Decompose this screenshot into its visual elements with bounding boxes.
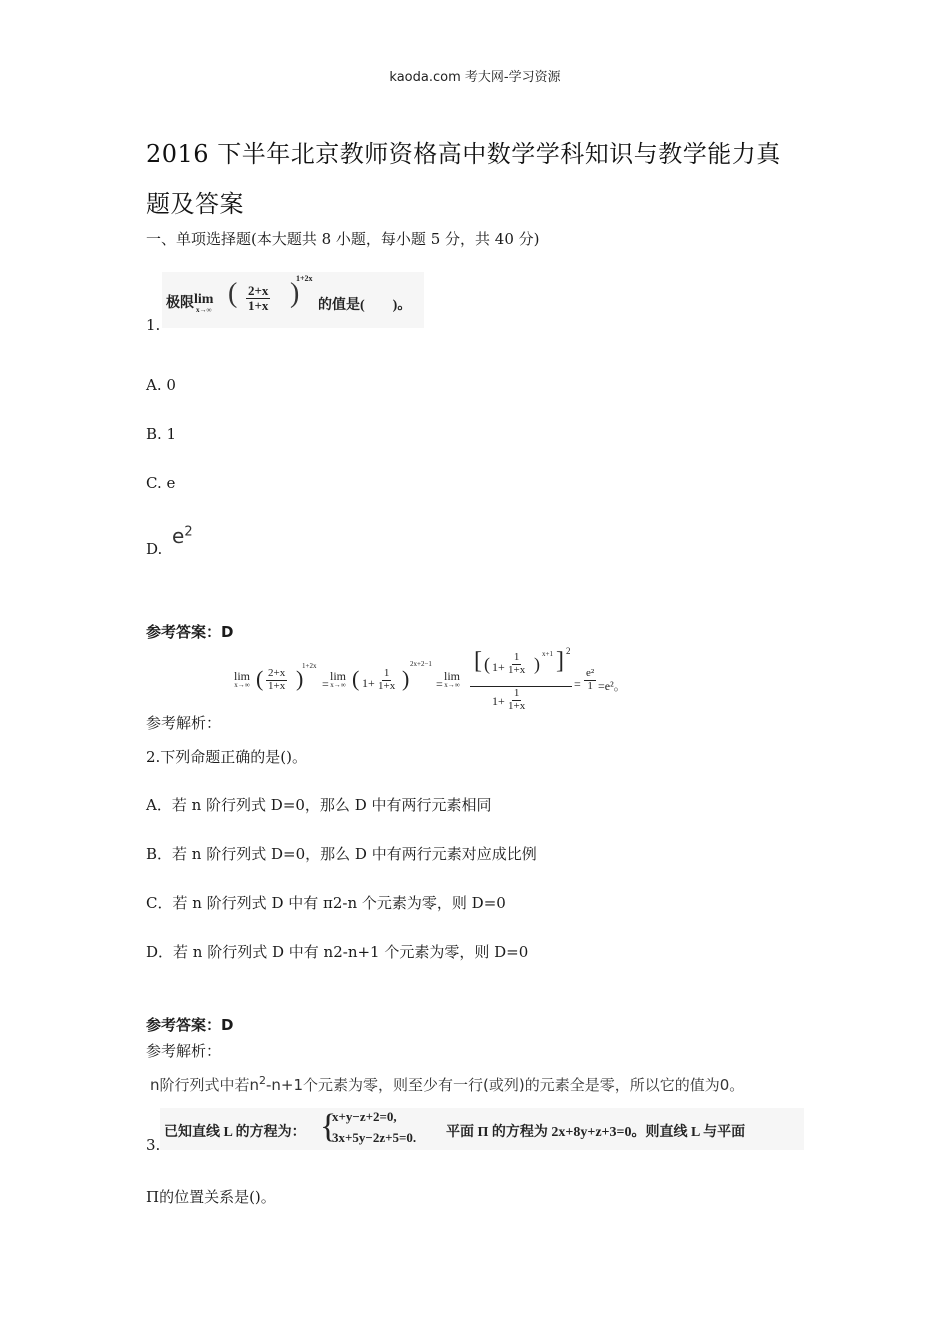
q2-option-c: C．若 n 阶行列式 D 中有 π2-n 个元素为零，则 D=0	[146, 894, 506, 912]
q1-analysis-label: 参考解析：	[146, 714, 222, 732]
q1-left-paren: (	[228, 278, 238, 309]
section-heading: 一、单项选择题(本大题共 8 小题，每小题 5 分，共 40 分)	[146, 230, 540, 248]
sol-frac-2: $\frac{1}{1+x}$	[378, 667, 396, 692]
q1-prompt-suffix: 的值是( )。	[318, 298, 412, 313]
q3-brace: {	[320, 1108, 337, 1145]
sol-lim-1: lim x→∞	[234, 669, 251, 689]
q3-formula-image	[160, 1108, 804, 1150]
q3-tail: Π的位置关系是()。	[146, 1188, 276, 1206]
q2-option-d: D．若 n 阶行列式 D 中有 n2-n+1 个元素为零，则 D=0	[146, 943, 529, 961]
sol-frac-1: $\frac{2+x}{1+x}$	[268, 667, 286, 692]
q1-option-a: A. 0	[146, 376, 176, 394]
q1-exponent: 1+2x	[296, 274, 313, 283]
q2-analysis-note: n阶行列式中若$n^2-n+1$个元素为零，则至少有一行(或列)的元素全是零，所以它的值为0。	[150, 1074, 745, 1094]
sol-big-fraction: [ ( 1+ $\frac{1}{1+x}$ ) x+1 ] 2 1+ $\frac{1}{1+x}$	[470, 650, 570, 712]
q1-option-c: C. e	[146, 474, 176, 492]
q3-eq2: 3x+5y−2z+5=0.	[332, 1130, 417, 1145]
q1-right-paren: )	[290, 278, 300, 309]
q1-option-d-value: $e^2$	[172, 524, 193, 548]
q1-option-d: D.	[146, 540, 163, 558]
q1-solution-formula: lim x→∞ ( $\frac{2+x}{1+x}$ ) 1+2x = lim x→∞ ( 1+ $\frac{1}{1+x}$ ) 2x+2−1 = lim x→∞ [ ( 1+ $\frac{1}{1+x}$ ) x+1 ] 2 1+ $\frac{1}{1+x}$ = $\frac{\text{e²}}{1}$ =e²。	[234, 646, 626, 712]
q3-number: 3.	[146, 1136, 161, 1154]
q1-lim: lim x→∞	[194, 292, 214, 315]
q1-option-b: B. 1	[146, 425, 177, 443]
q1-answer: 参考答案：D	[146, 623, 234, 641]
q2-option-a: A．若 n 阶行列式 D=0，那么 D 中有两行元素相同	[146, 796, 492, 814]
q2-analysis-label: 参考解析：	[146, 1042, 222, 1060]
q1-prompt-prefix: 极限	[166, 296, 194, 311]
q3-eq1: x+y−z+2=0,	[332, 1109, 397, 1124]
q3-post: 平面 Π 的方程为 2x+8y+z+3=0。则直线 L 与平面	[446, 1125, 746, 1140]
sol-lim-2: lim x→∞	[330, 669, 347, 689]
sol-lim-3: lim x→∞	[444, 669, 461, 689]
sol-result-frac: $\frac{\text{e²}}{1}$	[586, 667, 595, 692]
doc-title-line2: 题及答案	[146, 190, 244, 218]
q1-number: 1.	[146, 316, 161, 334]
doc-title-line1: 2016 下半年北京教师资格高中数学学科知识与教学能力真	[146, 140, 781, 168]
page-header: kaoda.com 考大网-学习资源	[389, 70, 561, 85]
q1-formula-image	[162, 272, 424, 328]
q2-prompt: 2.下列命题正确的是()。	[146, 748, 308, 766]
q2-answer: 参考答案：D	[146, 1016, 234, 1034]
q3-pre: 已知直线 L 的方程为：	[164, 1125, 306, 1140]
q2-option-b: B．若 n 阶行列式 D=0，那么 D 中有两行元素对应成比例	[146, 845, 537, 863]
q1-fraction: $\frac{2+x}{1+x}$	[248, 283, 269, 313]
